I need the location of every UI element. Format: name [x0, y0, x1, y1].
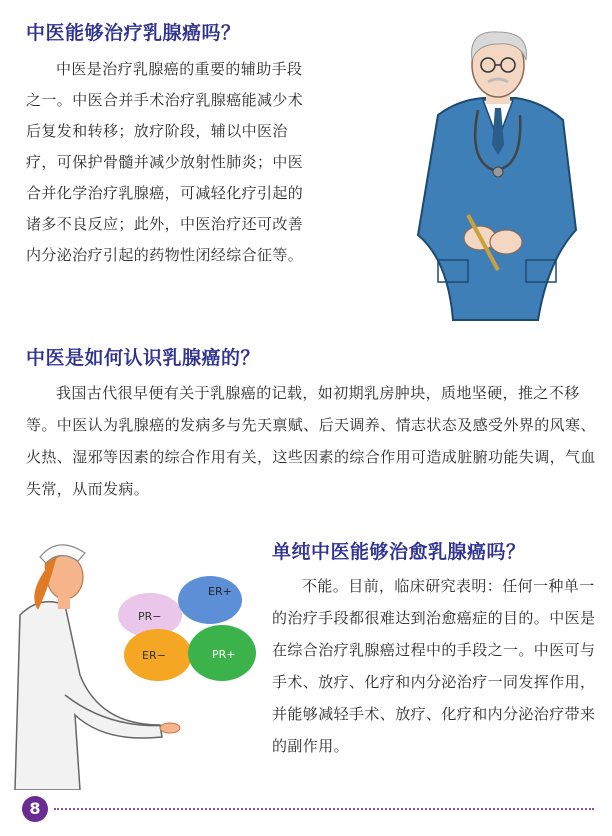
section3-heading: 单纯中医能够治愈乳腺癌吗？	[272, 541, 526, 563]
footer-dotted-line	[54, 808, 594, 810]
nurse-illustration	[10, 525, 265, 790]
section1-body: 中医是治疗乳腺癌的重要的辅助手段之一。中医合并手术治疗乳腺癌能减少术后复发和转移；放疗阶段，辅以中医治疗，可保护骨髓并减少放射性肺炎；中医合并化学治疗乳腺癌，可减轻化疗引起的诸多不良反应；此外，中医治疗还可改善内分泌治疗引起的药物性闭经综合征等。	[26, 60, 304, 264]
blob-label-er-neg: ER−	[142, 649, 166, 662]
blob-label-pr-pos: PR+	[212, 648, 236, 661]
section3-body: 不能。目前，临床研究表明：任何一种单一的治疗手段都很难达到治愈癌症的目的。中医是在综合治疗乳腺癌过程中的手段之一。中医可与手术、放疗、化疗和内分泌治疗一同发挥作用，并能够减轻手术、放疗、化疗和内分泌治疗带来的副作用。	[272, 577, 596, 755]
section2-heading: 中医是如何认识乳腺癌的？	[26, 347, 261, 369]
section1-heading: 中医能够治疗乳腺癌吗？	[26, 22, 241, 44]
receptor-blobs	[118, 576, 256, 681]
section2-body: 我国古代很早便有关于乳腺癌的记载，如初期乳房肿块，质地坚硬，推之不移等。中医认为乳腺癌的发病多与先天禀赋、后天调养、情志状态及感受外界的风寒、火热、湿邪等因素的综合作用有关，这些因素的综合作用可造成脏腑功能失调，气血失常，从而发病。	[26, 384, 596, 498]
blob-label-er-pos: ER+	[208, 585, 232, 598]
doctor-illustration	[398, 20, 598, 325]
page-footer	[22, 796, 597, 824]
blob-label-pr-neg: PR−	[138, 610, 162, 623]
page-number: 8	[22, 796, 48, 822]
